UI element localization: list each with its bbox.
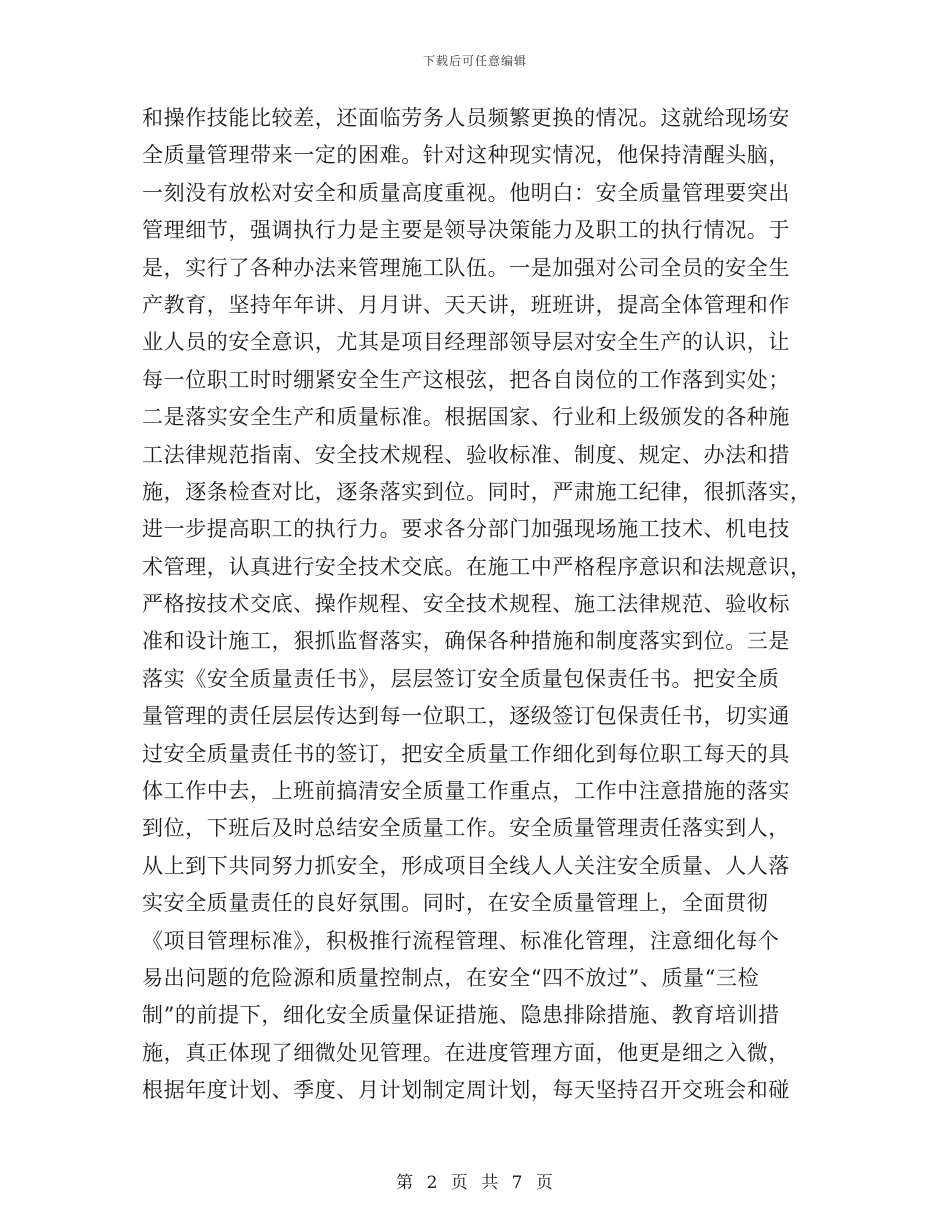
text-line: 《项目管理标准》，积极推行流程管理、标准化管理，注意细化每个 bbox=[142, 928, 780, 953]
text-line: 施，逐条检查对比，逐条落实到位。同时，严肃施工纪律，很抓落实， bbox=[142, 479, 812, 504]
text-line: 根据年度计划、季度、月计划制定周计划，每天坚持召开交班会和碰 bbox=[142, 1078, 790, 1103]
text-line: 准和设计施工，狠抓监督落实，确保各种措施和制度落实到位。三是 bbox=[142, 629, 790, 654]
text-line: 施，真正体现了细微处见管理。在进度管理方面，他更是细之入微， bbox=[142, 1040, 790, 1065]
page-number-footer: 第 2 页 共 7 页 bbox=[396, 1173, 554, 1193]
text-line: 业人员的安全意识，尤其是项目经理部领导层对安全生产的认识，让 bbox=[142, 330, 790, 355]
text-line: 量管理的责任层层传达到每一位职工，逐级签订包保责任书，切实通 bbox=[142, 704, 790, 729]
document-body bbox=[142, 100, 812, 1110]
text-line: 是，实行了各种办法来管理施工队伍。一是加强对公司全员的安全生 bbox=[142, 255, 790, 280]
text-line: 和操作技能比较差，还面临劳务人员频繁更换的情况。这就给现场安 bbox=[142, 106, 790, 130]
text-line: 进一步提高职工的执行力。要求各分部门加强现场施工技术、机电技 bbox=[142, 517, 790, 542]
text-line: 到位，下班后及时总结安全质量工作。安全质量管理责任落实到人， bbox=[142, 816, 790, 841]
text-line: 制”的前提下，细化安全质量保证措施、隐患排除措施、教育培训措 bbox=[142, 1003, 780, 1028]
text-line: 产教育，坚持年年讲、月月讲、天天讲，班班讲，提高全体管理和作 bbox=[142, 292, 790, 317]
text-line: 过安全质量责任书的签订，把安全质量工作细化到每位职工每天的具 bbox=[142, 741, 790, 766]
text-line: 落实《安全质量责任书》，层层签订安全质量包保责任书。把安全质 bbox=[142, 666, 780, 691]
text-line: 管理细节，强调执行力是主要是领导决策能力及职工的执行情况。于 bbox=[142, 218, 790, 243]
text-line: 全质量管理带来一定的困难。针对这种现实情况，他保持清醒头脑， bbox=[142, 143, 790, 168]
text-line: 实安全质量责任的良好氛围。同时，在安全质量管理上，全面贯彻 bbox=[142, 891, 769, 916]
text-line: 每一位职工时时绷紧安全生产这根弦，把各自岗位的工作落到实处； bbox=[142, 367, 790, 392]
text-line: 工法律规范指南、安全技术规程、验收标准、制度、规定、办法和措 bbox=[142, 442, 790, 467]
text-line: 从上到下共同努力抓安全，形成项目全线人人关注安全质量、人人落 bbox=[142, 853, 790, 878]
text-line: 一刻没有放松对安全和质量高度重视。他明白：安全质量管理要突出 bbox=[142, 180, 790, 205]
text-line: 严格按技术交底、操作规程、安全技术规程、施工法律规范、验收标 bbox=[142, 592, 790, 617]
text-line: 易出问题的危险源和质量控制点，在安全“四不放过”、质量“三检 bbox=[142, 965, 760, 990]
text-line: 术管理，认真进行安全技术交底。在施工中严格程序意识和法规意识， bbox=[142, 554, 812, 579]
text-line: 体工作中去，上班前搞清安全质量工作重点，工作中注意措施的落实 bbox=[142, 779, 790, 804]
text-line: 二是落实安全生产和质量标准。根据国家、行业和上级颁发的各种施 bbox=[142, 405, 790, 430]
page-header: 下载后可任意编辑 bbox=[422, 54, 527, 68]
